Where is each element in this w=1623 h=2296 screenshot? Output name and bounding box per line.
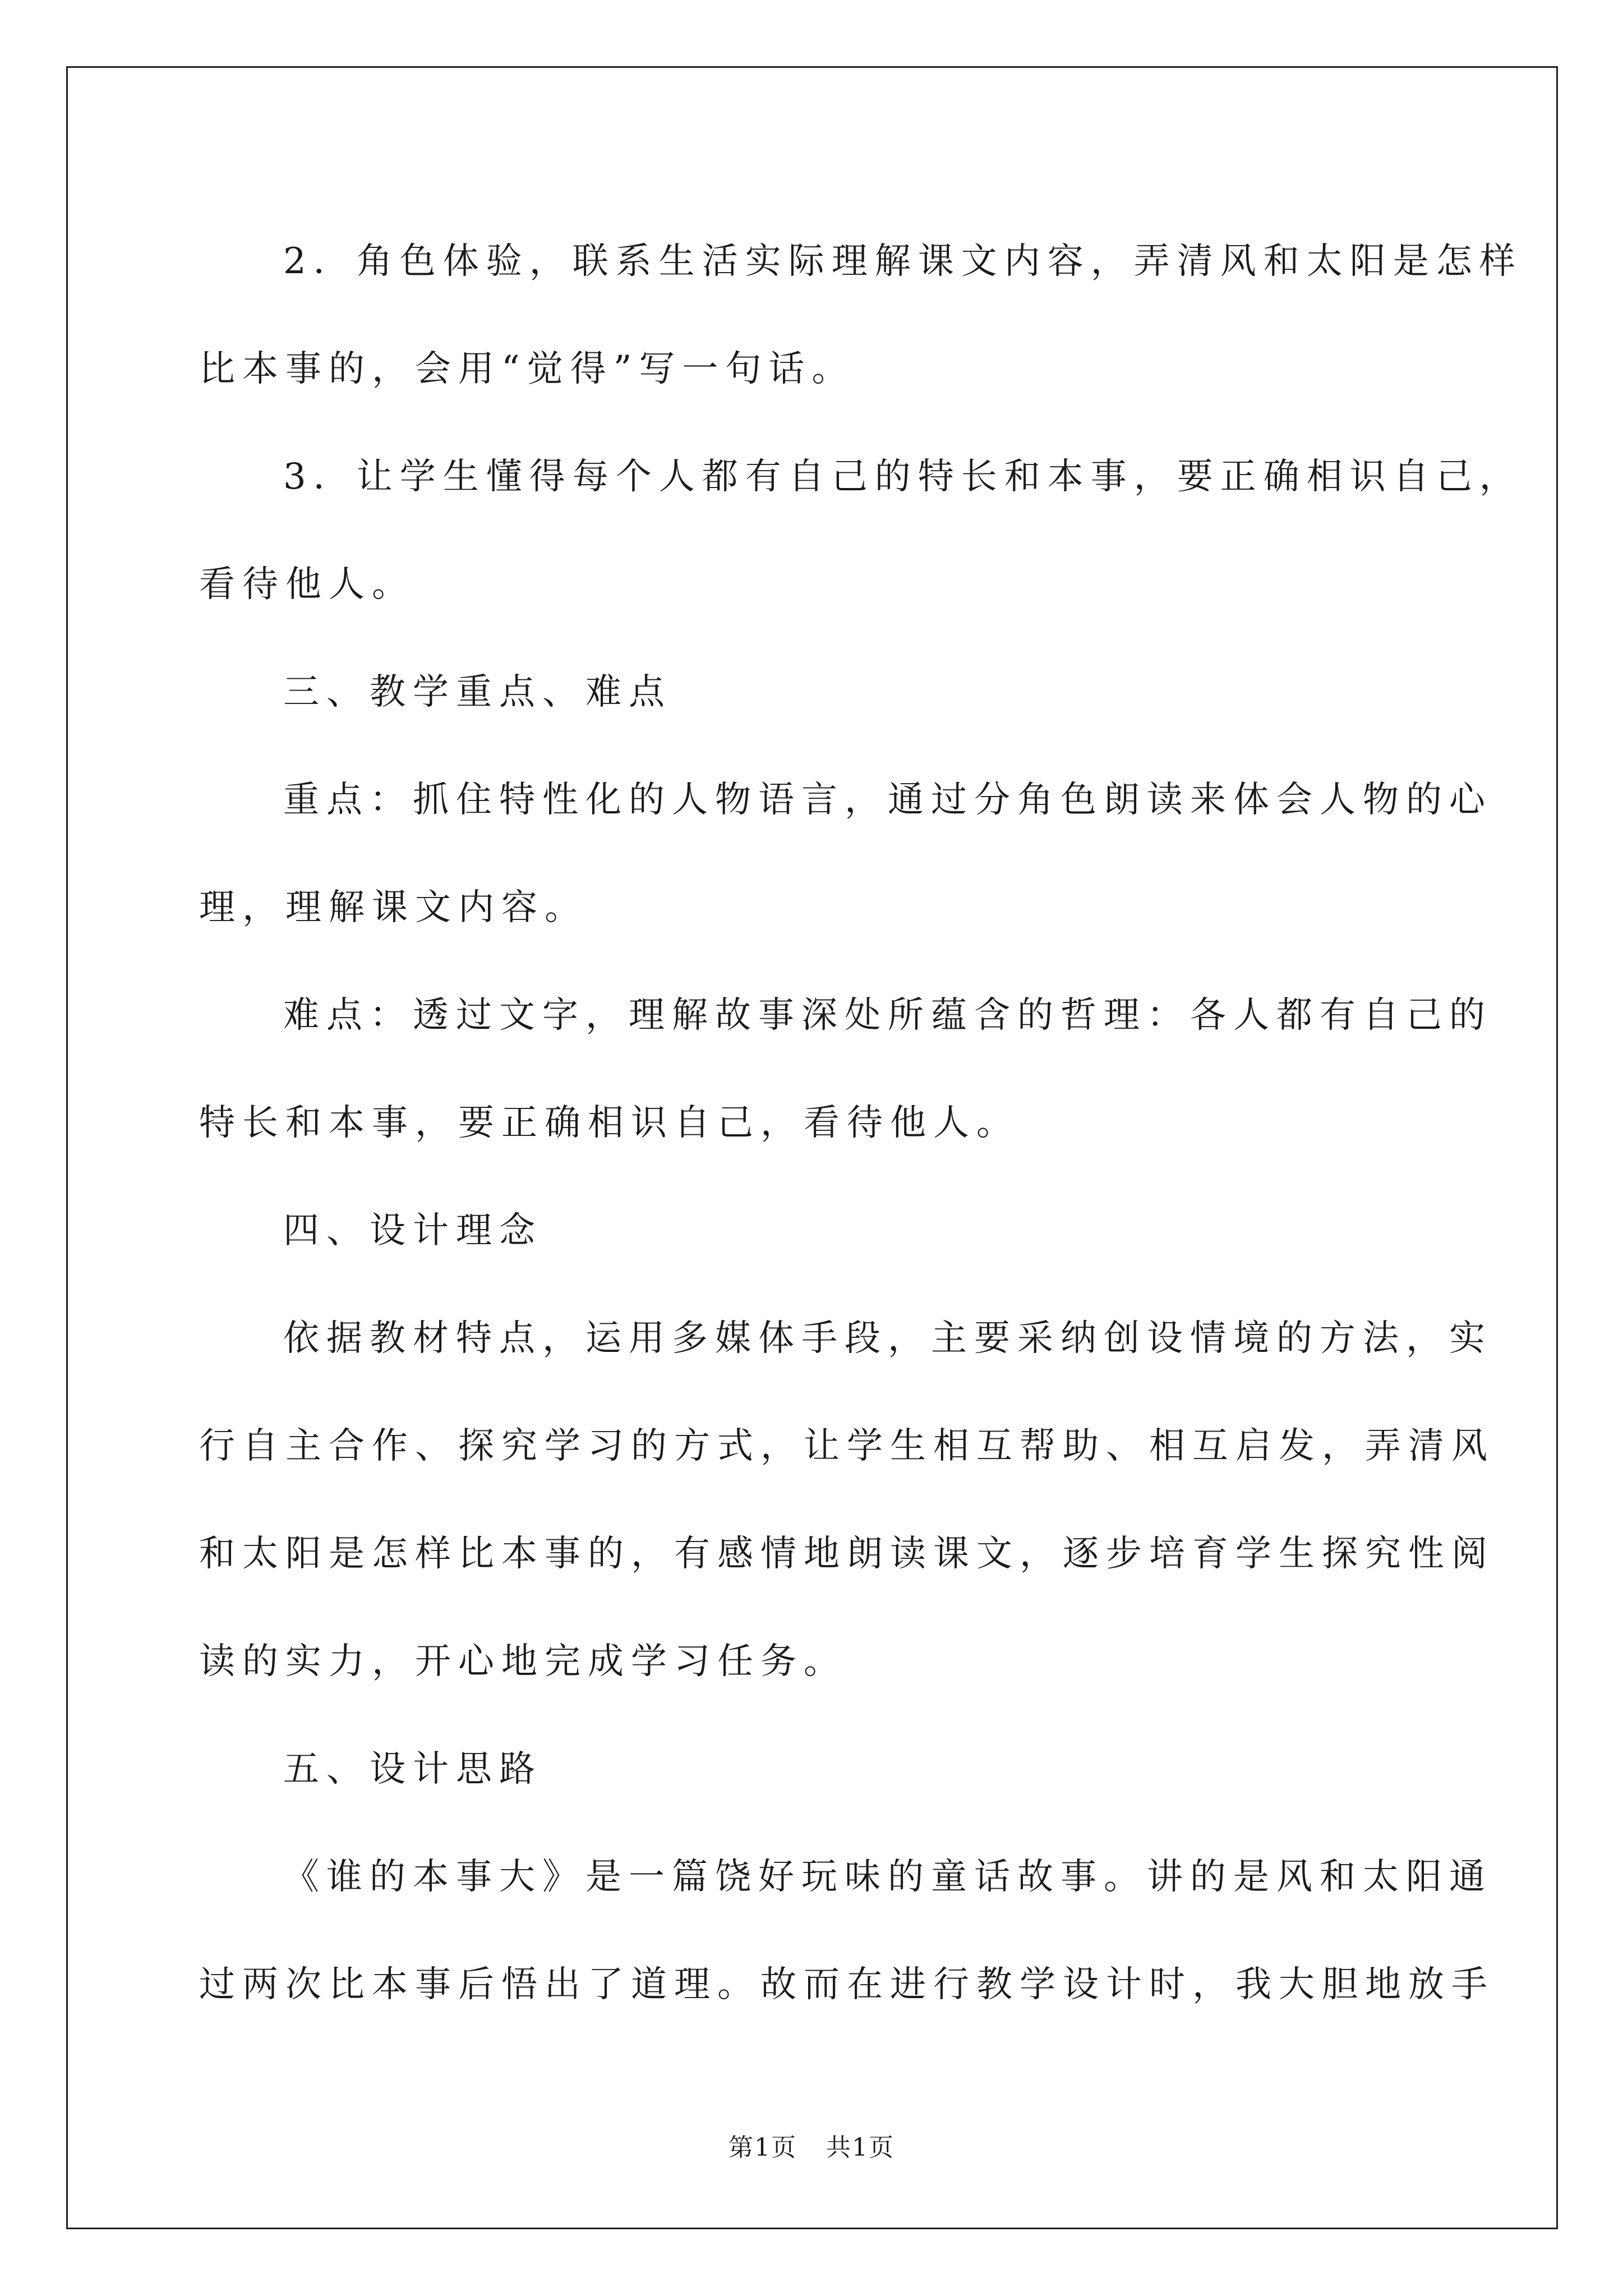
paragraph-key-point bbox=[199, 746, 1492, 961]
page-number-current: 第1页 bbox=[728, 2133, 797, 2162]
paragraph-difficult-point bbox=[199, 961, 1492, 1177]
text-line: 3．让学生懂得每个人都有自己的特长和本事，要正确相识自己， bbox=[283, 456, 1523, 498]
text-line: 看待他人。 bbox=[199, 564, 415, 605]
section-heading-4 bbox=[199, 1177, 1427, 1285]
text-line: 《谁的本事大》是一篇饶好玩味的童话故事。讲的是风和太阳通 bbox=[283, 1856, 1492, 1898]
text-line: 特长和本事，要正确相识自己，看待他人。 bbox=[199, 1102, 1020, 1144]
paragraph-objective-2 bbox=[199, 208, 1523, 423]
text-line: 比本事的，会用“觉得”写一句话。 bbox=[199, 348, 855, 390]
text-line: 2．角色体验，联系生活实际理解课文内容，弄清风和太阳是怎样 bbox=[283, 241, 1523, 282]
paragraph-design-idea bbox=[199, 1823, 1495, 2039]
section-heading-3 bbox=[199, 638, 1427, 746]
paragraph-objective-3 bbox=[199, 423, 1523, 638]
paragraph-design-concept bbox=[199, 1285, 1495, 1715]
heading-text: 五、设计思路 bbox=[283, 1749, 542, 1790]
document-body bbox=[199, 208, 1523, 2039]
section-heading-5 bbox=[199, 1715, 1427, 1823]
text-line: 理，理解课文内容。 bbox=[199, 887, 588, 928]
text-line: 和太阳是怎样比本事的，有感情地朗读课文，逐步培育学生探究性阅 bbox=[199, 1533, 1495, 1575]
text-line: 重点：抓住特性化的人物语言，通过分角色朗读来体会人物的心 bbox=[283, 779, 1492, 821]
text-line: 行自主合作、探究学习的方式，让学生相互帮助、相互启发，弄清风 bbox=[199, 1425, 1495, 1467]
page-footer bbox=[0, 2127, 1623, 2163]
heading-text: 四、设计理念 bbox=[283, 1210, 542, 1251]
text-line: 难点：透过文字，理解故事深处所蕴含的哲理：各人都有自己的 bbox=[283, 995, 1492, 1036]
page-number-total: 共1页 bbox=[826, 2133, 895, 2162]
text-line: 过两次比本事后悟出了道理。故而在进行教学设计时，我大胆地放手 bbox=[199, 1964, 1495, 2005]
text-line: 读的实力，开心地完成学习任务。 bbox=[199, 1641, 847, 1682]
text-line: 依据教材特点，运用多媒体手段，主要采纳创设情境的方法，实 bbox=[283, 1318, 1492, 1359]
heading-text: 三、教学重点、难点 bbox=[283, 671, 672, 713]
